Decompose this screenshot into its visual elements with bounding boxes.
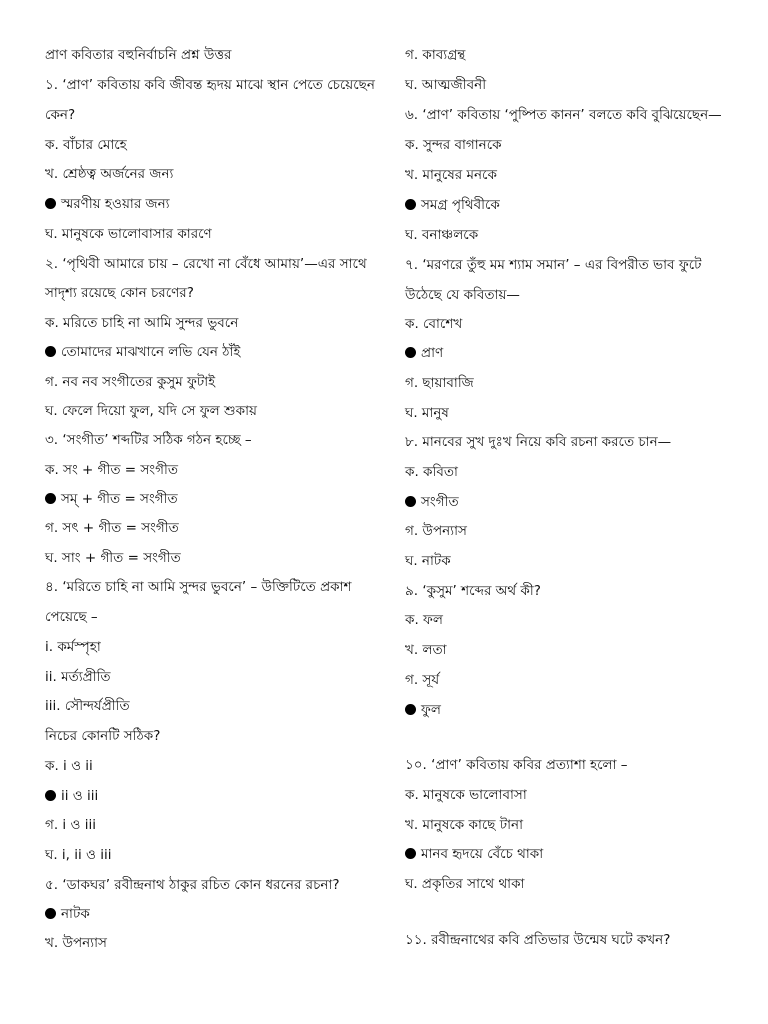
text-line <box>45 255 367 275</box>
text-line <box>45 846 112 866</box>
line-text: ক. সং + গীত = সংগীত <box>45 462 178 478</box>
line-text: ক. বাঁচার মোহে <box>45 137 127 153</box>
answer-line <box>45 905 90 925</box>
line-text: সাদৃশ্য রয়েছে কোন চরণের? <box>45 285 194 301</box>
line-text: গ. সূর্য <box>405 672 440 688</box>
text-line <box>405 433 671 453</box>
line-text: ii ও iii <box>61 788 99 804</box>
line-text: খ. মানুষের মনকে <box>405 167 497 183</box>
correct-answer-bullet-icon <box>45 198 56 209</box>
text-line <box>45 549 181 569</box>
line-text: কেন? <box>45 107 76 123</box>
text-line <box>45 76 375 96</box>
text-line <box>45 165 173 185</box>
line-text: ঘ. সাং + গীত = সংগীত <box>45 550 181 566</box>
correct-answer-bullet-icon <box>405 704 416 715</box>
text-line <box>405 582 541 602</box>
text-line <box>405 404 449 424</box>
text-line <box>45 284 194 304</box>
text-line <box>45 106 75 126</box>
line-text: পেয়েছে – <box>45 609 98 625</box>
text-line <box>45 668 111 688</box>
line-text: ৪. ‘মরিতে চাহি না আমি সুন্দর ভুবনে’ – উক্তিটিতে প্রকাশ <box>45 579 352 595</box>
line-text: ৮. মানবের সুখ দুঃখ নিয়ে কবি রচনা করতে চান— <box>405 434 672 450</box>
line-text: ক. i ও ii <box>45 758 93 774</box>
line-text: গ. নব নব সংগীতের কুসুম ফুটাই <box>45 374 216 390</box>
line-text: ঘ. মানুষকে ভালোবাসার কারণে <box>45 226 212 242</box>
line-text: খ. শ্রেষ্ঠত্ব অর্জনের জন্য <box>45 166 174 182</box>
line-text: খ. উপন্যাস <box>45 935 107 951</box>
line-text: সমগ্র পৃথিবীকে <box>421 197 500 213</box>
line-text: ঘ. মানুষ <box>405 405 449 421</box>
text-line <box>405 256 701 276</box>
text-line <box>45 431 252 451</box>
answer-line <box>45 787 98 807</box>
line-text: গ. কাব্যগ্রন্থ <box>405 47 466 63</box>
text-line <box>405 463 458 483</box>
line-text: i. কর্মস্পৃহা <box>45 639 101 655</box>
text-line <box>405 136 502 156</box>
line-text: গ. উপন্যাস <box>405 523 467 539</box>
line-text: ১১. রবীন্দ্রনাথের কবি প্রতিভার উন্মেষ ঘটে কখন? <box>405 932 671 948</box>
text-line <box>45 934 107 954</box>
line-text: ঘ. বনাঞ্চলকে <box>405 227 479 243</box>
text-line <box>405 106 722 126</box>
answer-line <box>45 343 240 363</box>
text-line <box>45 638 101 658</box>
text-line <box>45 46 231 66</box>
line-text: ১. ‘প্রাণ’ কবিতায় কবি জীবন্ত হৃদয় মাঝে স্থান পেতে চেয়েছেন <box>45 77 375 93</box>
text-line <box>405 166 497 186</box>
text-line <box>45 727 160 747</box>
answer-line <box>405 196 500 216</box>
line-text: মানব হৃদয়ে বেঁচে থাকা <box>421 846 544 862</box>
line-text: ক. সুন্দর বাগানকে <box>405 137 502 153</box>
text-line <box>405 76 486 96</box>
line-text: ক. কবিতা <box>405 464 458 480</box>
text-line <box>405 816 523 836</box>
text-line <box>405 315 462 335</box>
line-text: ঘ. প্রকৃতির সাথে থাকা <box>405 876 525 892</box>
text-line <box>45 519 179 539</box>
correct-answer-bullet-icon <box>45 493 56 504</box>
answer-line <box>405 845 543 865</box>
text-line <box>405 786 527 806</box>
text-line <box>45 816 96 836</box>
text-line <box>45 757 93 777</box>
text-line <box>405 641 447 661</box>
text-line <box>405 931 670 951</box>
correct-answer-bullet-icon <box>45 346 56 357</box>
correct-answer-bullet-icon <box>405 848 416 859</box>
line-text: খ. লতা <box>405 642 447 658</box>
line-text: ১০. ‘প্রাণ’ কবিতায় কবির প্রত্যাশা হলো – <box>405 757 628 773</box>
line-text: ৯. ‘কুসুম’ শব্দের অর্থ কী? <box>405 583 541 599</box>
text-line <box>45 314 238 334</box>
line-text: ৬. ‘প্রাণ’ কবিতায় ‘পুষ্পিত কানন’ বলতে কবি বুঝিয়েছেন— <box>405 107 722 123</box>
line-text: ii. মর্ত্যপ্রীতি <box>45 669 111 685</box>
line-text: ৭. ‘মরণরে তুঁহু মম শ্যাম সমান’ – এর বিপরীত ভাব ফুটে <box>405 257 702 273</box>
text-line <box>45 461 178 481</box>
text-line <box>45 578 352 598</box>
text-line <box>45 608 98 628</box>
line-text: সম্ + গীত = সংগীত <box>61 491 178 507</box>
text-line <box>405 226 478 246</box>
line-text: ক. মরিতে চাহি না আমি সুন্দর ভুবনে <box>45 315 239 331</box>
text-line <box>45 225 212 245</box>
text-line <box>405 875 524 895</box>
line-text: iii. সৌন্দর্যপ্রীতি <box>45 698 130 714</box>
line-text: ক. বোশেখ <box>405 316 463 332</box>
line-text: ঘ. ফেলে দিয়ো ফুল, যদি সে ফুল শুকায় <box>45 403 257 419</box>
text-line <box>45 697 130 717</box>
line-text: ২. ‘পৃথিবী আমারে চায় – রেখো না বেঁধে আমায়’—এর সাথে <box>45 256 367 272</box>
correct-answer-bullet-icon <box>45 790 56 801</box>
line-text: ৩. ‘সংগীত’ শব্দটির সঠিক গঠন হচ্ছে – <box>45 432 252 448</box>
line-text: তোমাদের মাঝখানে লভি যেন ঠাঁই <box>61 344 241 360</box>
answer-line <box>405 701 441 721</box>
line-text: নাটক <box>61 906 90 922</box>
correct-answer-bullet-icon <box>405 496 416 507</box>
text-line <box>405 374 474 394</box>
line-text: ঘ. আত্মজীবনী <box>405 77 487 93</box>
line-text: সংগীত <box>421 494 459 510</box>
correct-answer-bullet-icon <box>405 199 416 210</box>
line-text: স্মরণীয় হওয়ার জন্য <box>61 196 170 212</box>
text-line <box>405 671 439 691</box>
line-text: উঠেছে যে কবিতায়— <box>405 287 520 303</box>
text-line <box>405 756 628 776</box>
line-text: ঘ. i, ii ও iii <box>45 847 112 863</box>
line-text: গ. i ও iii <box>45 817 96 833</box>
line-text: প্রাণ কবিতার বহুনির্বাচনি প্রশ্ন উত্তর <box>45 47 232 63</box>
line-text: নিচের কোনটি সঠিক? <box>45 728 161 744</box>
answer-line <box>405 344 443 364</box>
line-text: খ. মানুষকে কাছে টানা <box>405 817 524 833</box>
line-text: গ. সৎ + গীত = সংগীত <box>45 520 179 536</box>
text-line <box>405 611 443 631</box>
line-text: প্রাণ <box>421 345 444 361</box>
line-text: গ. ছায়াবাজি <box>405 375 474 391</box>
line-text: ক. ফল <box>405 612 443 628</box>
line-text: ক. মানুষকে ভালোবাসা <box>405 787 527 803</box>
line-text: ফুল <box>421 702 441 718</box>
text-line <box>405 522 467 542</box>
answer-line <box>45 490 178 510</box>
answer-line <box>45 195 170 215</box>
line-text: ঘ. নাটক <box>405 553 451 569</box>
text-line <box>405 552 451 572</box>
correct-answer-bullet-icon <box>405 347 416 358</box>
text-line <box>405 46 465 66</box>
correct-answer-bullet-icon <box>45 908 56 919</box>
text-line <box>405 286 520 306</box>
answer-line <box>405 493 459 513</box>
text-line <box>45 402 257 422</box>
line-text: ৫. ‘ডাকঘর’ রবীন্দ্রনাথ ঠাকুর রচিত কোন ধরনের রচনা? <box>45 877 340 893</box>
text-line <box>45 136 127 156</box>
text-line <box>45 876 340 896</box>
text-line <box>45 373 215 393</box>
